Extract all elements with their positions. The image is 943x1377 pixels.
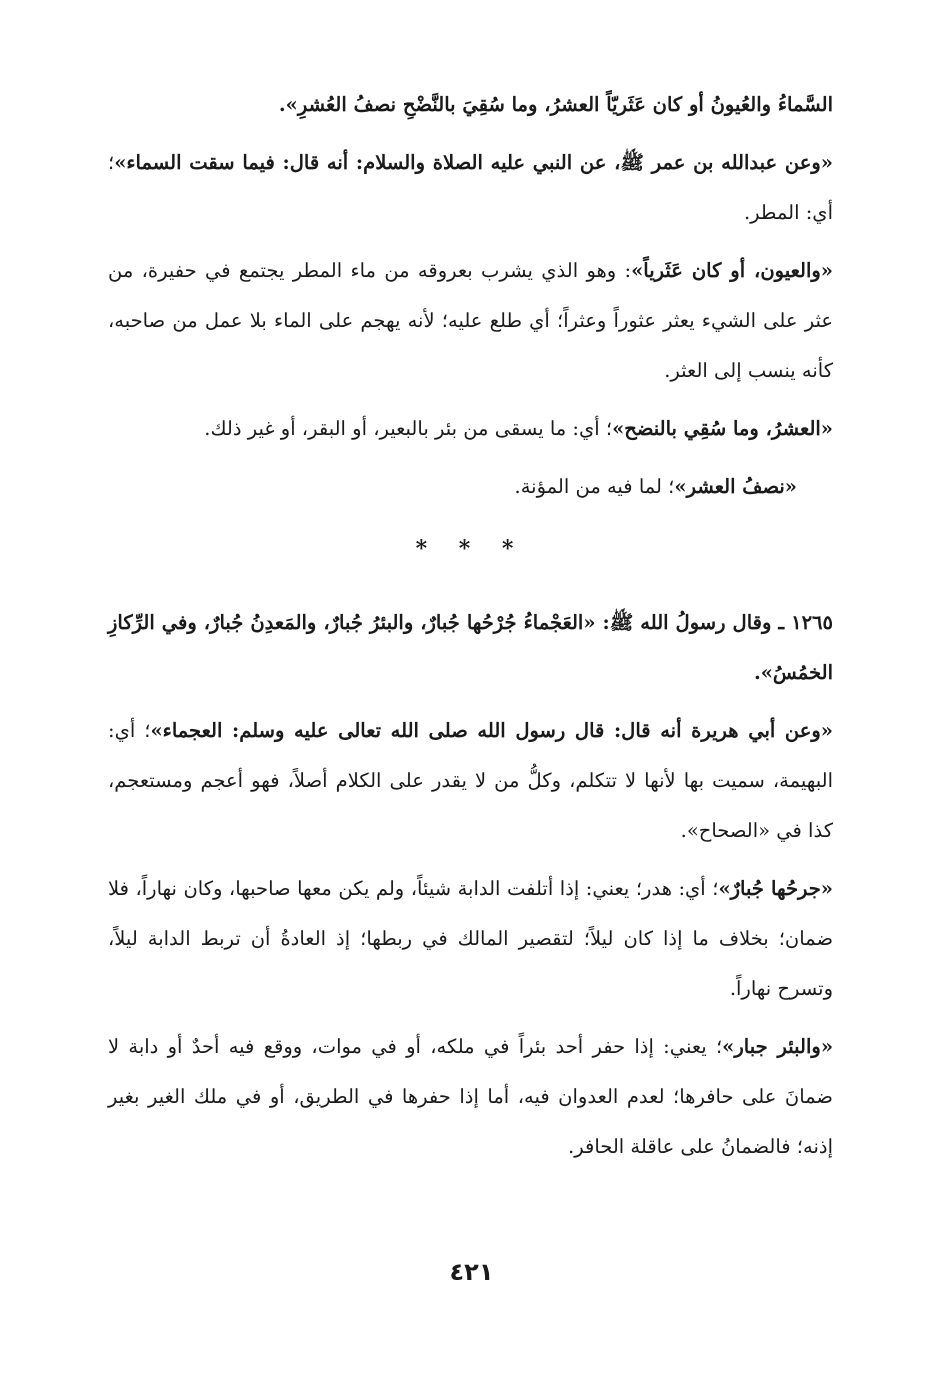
paragraph-ibn-umar: [108, 138, 833, 238]
paragraph-uyun: [108, 246, 833, 396]
quoted-text: «والعيون، أو كان عَثَرياً»: [631, 259, 833, 282]
commentary-text: ؛ أي: ما يسقى من بئر بالبعير، أو البقر، أو غير ذلك.: [204, 417, 613, 440]
commentary-text: ؛ أي: المطر.: [108, 151, 833, 224]
commentary-text: ؛ أي: هدر؛ يعني: إذا أتلفت الدابة شيئاً، ولم يكن معها صاحبها، وكان نهاراً، فلا ضمان؛ بخلاف ما إذا كان ليلاً؛ لتقصير المالك في ربطها؛ إذ العادةُ أن تربط الدابة ليلاً، وتسرح نهاراً.: [108, 877, 833, 1000]
quoted-text: «العشرُ، وما سُقِي بالنضح»: [612, 417, 833, 440]
hadith-1265: [108, 598, 833, 698]
commentary-text: ؛ لما فيه من المؤنة.: [514, 475, 675, 498]
quoted-text: «والبئر جبار»: [722, 1035, 834, 1058]
section-divider: * * *: [415, 536, 526, 562]
page-number: ٤٢١: [449, 1258, 494, 1286]
paragraph-abu-hurayra: [108, 706, 833, 856]
paragraph-bir: [108, 1022, 833, 1172]
paragraph-text: السَّماءُ والعُيونُ أو كان عَثَريّاً العشرُ، وما سُقِيَ بالنَّضْحِ نصفُ العُشرِ».: [278, 93, 833, 116]
quoted-text: «وعن عبدالله بن عمر ﷺ، عن النبي عليه الصلاة والسلام: أنه قال: فيما سقت السماء»: [114, 151, 833, 174]
quoted-text: «جرحُها جُبارٌ»: [718, 877, 833, 900]
hadith-text: ١٢٦٥ ـ وقال رسولُ الله ﷺ: «العَجْماءُ جُرْحُها جُبارٌ، والبئرُ جُبارٌ، والمَعدِنُ جُبارٌ، وفي الرِّكازِ الخمُسُ».: [108, 611, 833, 684]
paragraph-ushr: [108, 404, 833, 454]
paragraph-nisf-ushr: [108, 462, 833, 512]
paragraph-jurh: [108, 864, 833, 1014]
page-body: [108, 80, 833, 1180]
quoted-text: «وعن أبي هريرة أنه قال: قال رسول الله صلى الله تعالى عليه وسلم: العجماء»: [150, 719, 833, 742]
quoted-text: «نصفُ العشر»: [674, 475, 797, 498]
commentary-text: ؛ أي: البهيمة، سميت بها لأنها لا تتكلم، وكلُّ من لا يقدر على الكلام أصلاً، فهو أعجم ومستعجم، كذا في «الصحاح».: [108, 719, 833, 842]
commentary-text: ؛ يعني: إذا حفر أحد بئراً في ملكه، أو في موات، ووقع فيه أحدٌ أو دابة لا ضمانَ على حافرها؛ لعدم العدوان فيه، أما إذا حفرها في الطريق، أو في ملك الغير بغير إذنه؛ فالضمانُ على عاقلة الحافر.: [108, 1035, 833, 1158]
paragraph-continuation: [108, 80, 833, 130]
commentary-text: : وهو الذي يشرب بعروقه من ماء المطر يجتمع في حفيرة، من عثر على الشيء يعثر عثوراً وعثراً؛ أي طلع عليه؛ لأنه يهجم على الماء بلا عمل من صاحبه، كأنه ينسب إلى العثر.: [108, 259, 833, 382]
